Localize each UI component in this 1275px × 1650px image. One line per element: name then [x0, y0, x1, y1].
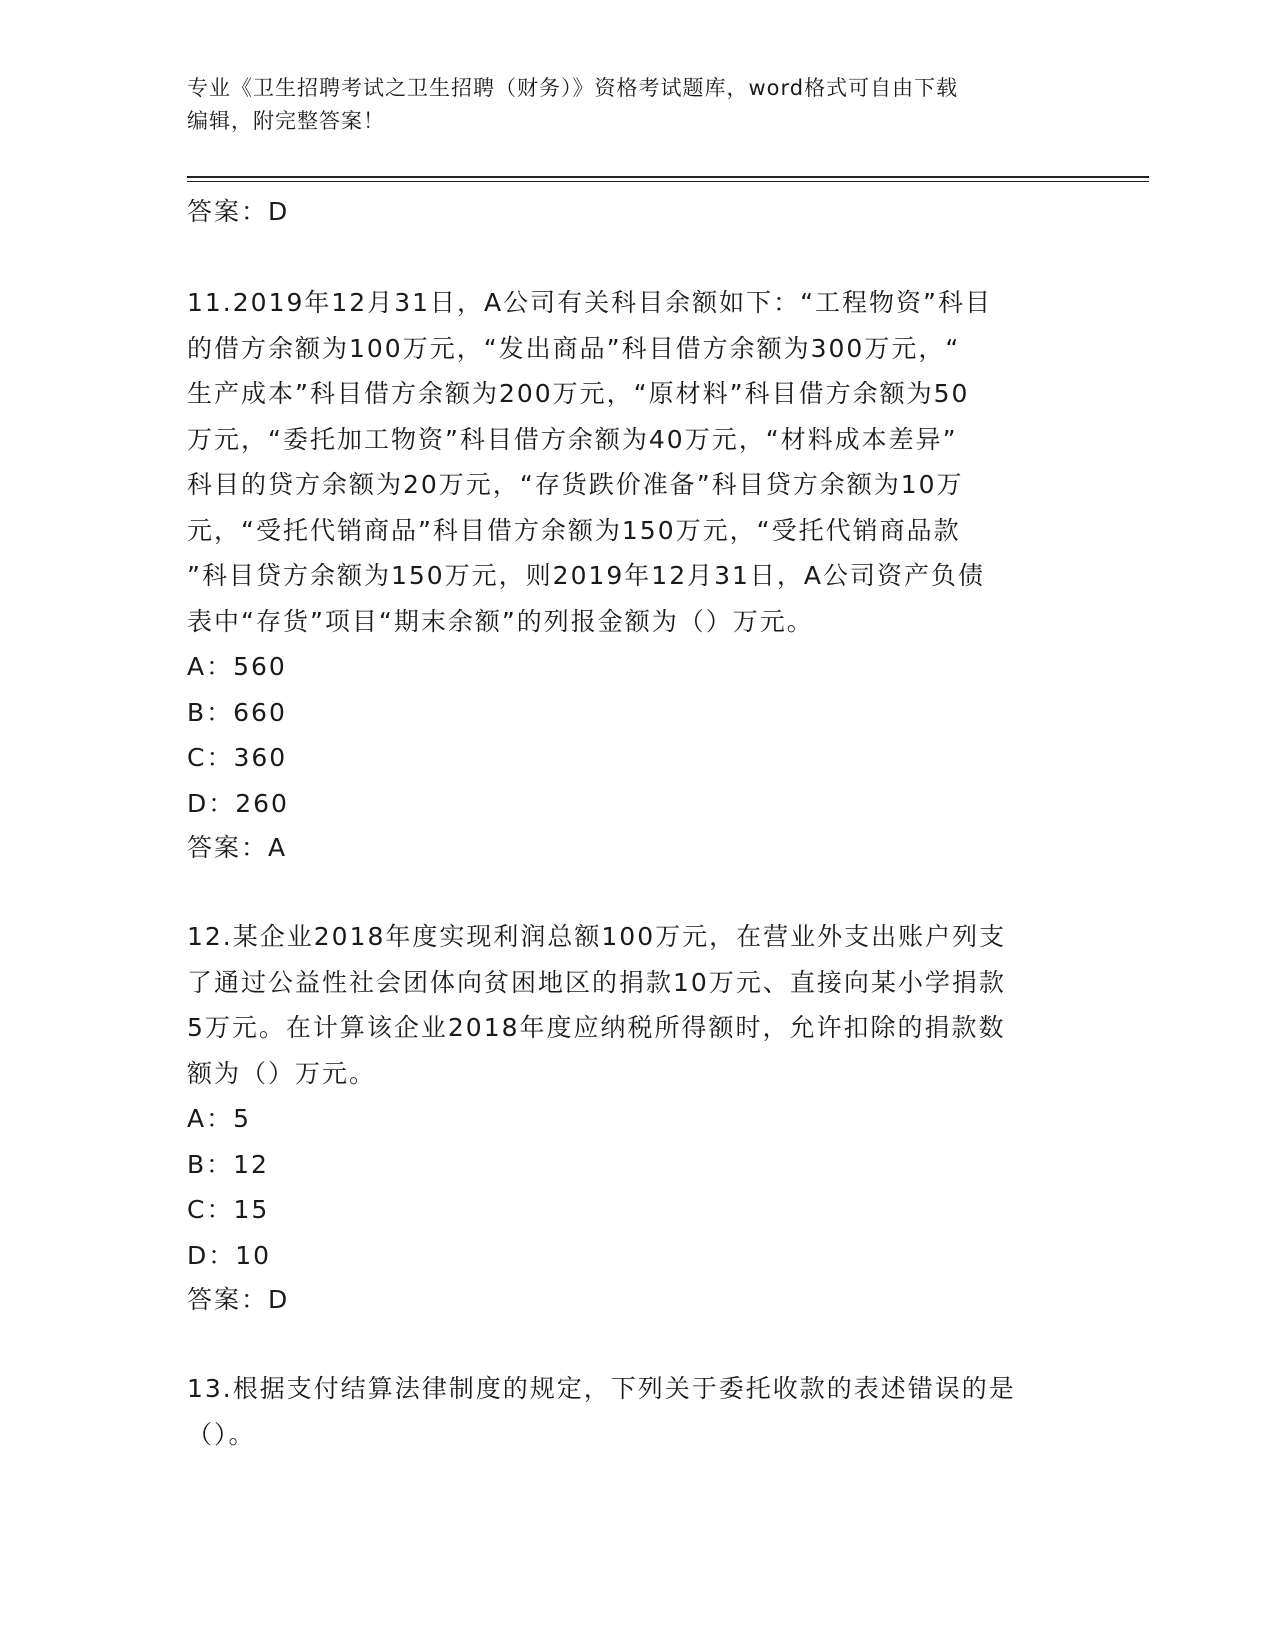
- question-line: （）。: [187, 1419, 256, 1449]
- question-line: ”科目贷方余额为150万元，则2019年12月31日，A公司资产负债: [187, 561, 986, 590]
- option-a: A：5: [187, 1104, 252, 1133]
- question-line: 元，“受托代销商品”科目借方余额为150万元，“受托代销商品款: [187, 515, 961, 545]
- header-rule-thick: [187, 176, 1149, 178]
- question-13: [187, 1366, 1087, 1457]
- header-line-2: 编辑，附完整答案！: [187, 109, 385, 133]
- question-line: 生产成本”科目借方余额为200万元，“原材料”科目借方余额为50: [187, 379, 970, 408]
- question-line: 5万元。在计算该企业2018年度应纳税所得额时，允许扣除的捐款数: [187, 1013, 1006, 1042]
- question-line: 科目的贷方余额为20万元，“存货跌价准备”科目贷方余额为10万: [187, 470, 964, 499]
- option-c: C：15: [187, 1195, 270, 1224]
- question-list: [187, 190, 1087, 1457]
- question-line: 表中“存货”项目“期末余额”的列报金额为（）万元。: [187, 606, 814, 636]
- option-b: B：660: [187, 697, 287, 727]
- header-rule-thin: [187, 181, 1149, 182]
- question-11: [187, 280, 1087, 870]
- option-d: D：260: [187, 788, 289, 818]
- option-c: C：360: [187, 743, 288, 772]
- option-b: B：12: [187, 1149, 269, 1179]
- question-line: 13.根据支付结算法律制度的规定，下列关于委托收款的表述错误的是: [187, 1374, 1016, 1403]
- question-line: 额为（）万元。: [187, 1058, 377, 1088]
- page-header: [187, 72, 1087, 138]
- header-line-1: 专业《卫生招聘考试之卫生招聘（财务）》资格考试题库，word格式可自由下载: [187, 76, 959, 100]
- question-line: 了通过公益性社会团体向贫困地区的捐款10万元、直接向某小学捐款: [187, 967, 1006, 997]
- question-line: 12.某企业2018年度实现利润总额100万元，在营业外支出账户列支: [187, 922, 1007, 951]
- question-12: [187, 914, 1087, 1322]
- question-line: 的借方余额为100万元，“发出商品”科目借方余额为300万元，“: [187, 333, 961, 363]
- option-a: A：560: [187, 652, 287, 681]
- previous-answer: 答案：D: [187, 197, 290, 226]
- question-line: 万元，“委托加工物资”科目借方余额为40万元，“材料成本差异”: [187, 424, 958, 454]
- answer: 答案：A: [187, 833, 288, 862]
- option-d: D：10: [187, 1240, 272, 1270]
- question-line: 11.2019年12月31日，A公司有关科目余额如下：“工程物资”科目: [187, 288, 993, 317]
- answer: 答案：D: [187, 1285, 290, 1314]
